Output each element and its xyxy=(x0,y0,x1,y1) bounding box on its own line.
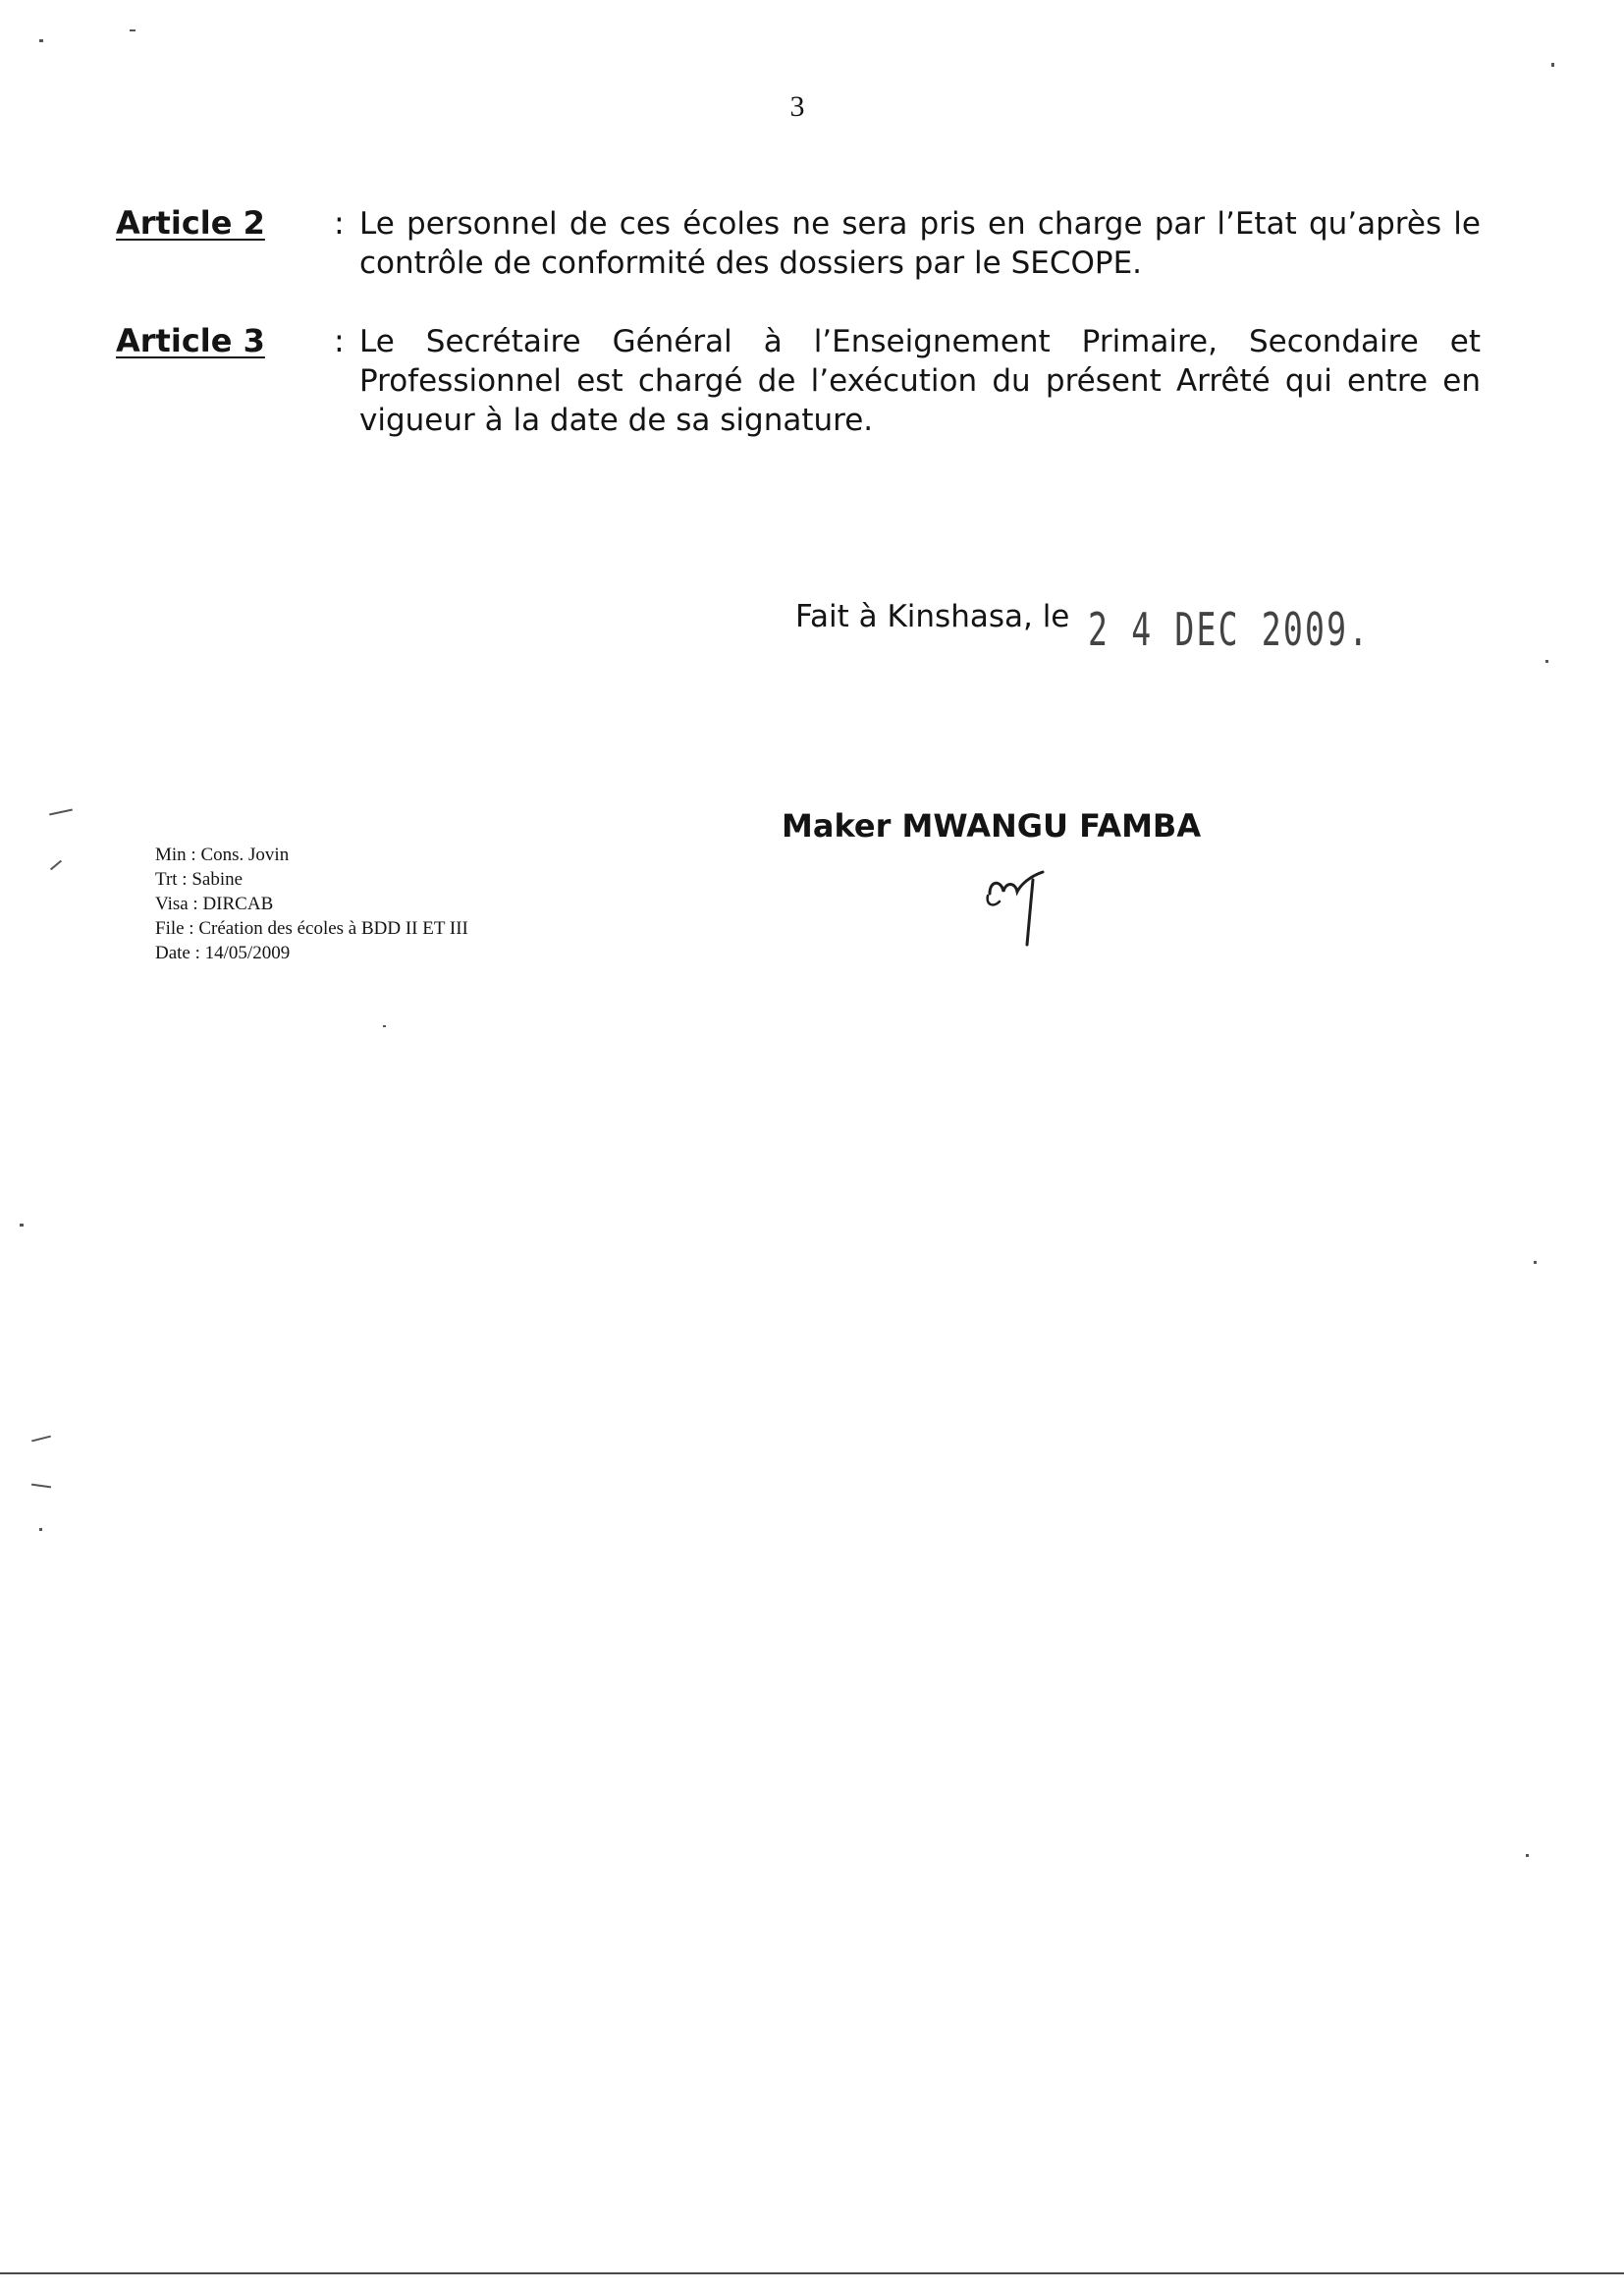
ref-file: File : Création des écoles à BDD II ET III xyxy=(155,918,468,939)
place-and-date-line: Fait à Kinshasa, le xyxy=(795,599,1070,634)
scan-speck xyxy=(20,1224,24,1227)
scan-speck xyxy=(1551,63,1554,67)
scan-speck xyxy=(31,1484,51,1489)
scan-speck xyxy=(31,1436,51,1443)
scan-bottom-edge xyxy=(0,2272,1624,2274)
scan-speck xyxy=(39,39,43,42)
page-number: 3 xyxy=(789,90,805,123)
article-2-label: Article 2 xyxy=(116,204,265,242)
signatory-name: Maker MWANGU FAMBA xyxy=(782,807,1202,845)
scan-speck xyxy=(383,1025,386,1027)
reference-block xyxy=(155,843,468,965)
ref-visa: Visa : DIRCAB xyxy=(155,894,274,914)
article-2-text: Le personnel de ces écoles ne sera pris en charge par l’Etat qu’après le contrôle de conformité des dossiers par le SECOPE. xyxy=(359,206,1481,281)
article-3-label: Article 3 xyxy=(116,322,265,359)
article-3-colon: : xyxy=(334,322,345,359)
date-stamp: 2 4 DEC 2009. xyxy=(1088,603,1371,656)
scan-speck xyxy=(1526,1854,1529,1857)
ref-trt: Trt : Sabine xyxy=(155,869,244,890)
scan-speck xyxy=(39,1528,42,1531)
ref-date: Date : 14/05/2009 xyxy=(155,943,291,963)
scan-speck xyxy=(130,29,135,31)
scan-speck xyxy=(49,809,73,816)
article-3-text: Le Secrétaire Général à l’Enseignement Primaire, Secondaire et Professionnel est chargé de l’exécution du présent Arrêté qui entre en vigueur à la date de sa signature. xyxy=(359,324,1481,438)
handwritten-signature xyxy=(982,862,1060,951)
article-2-colon: : xyxy=(334,204,345,242)
scan-speck xyxy=(50,860,62,871)
scan-speck xyxy=(1534,1261,1537,1264)
ref-min: Min : Cons. Jovin xyxy=(155,845,290,865)
scan-speck xyxy=(1545,660,1548,663)
